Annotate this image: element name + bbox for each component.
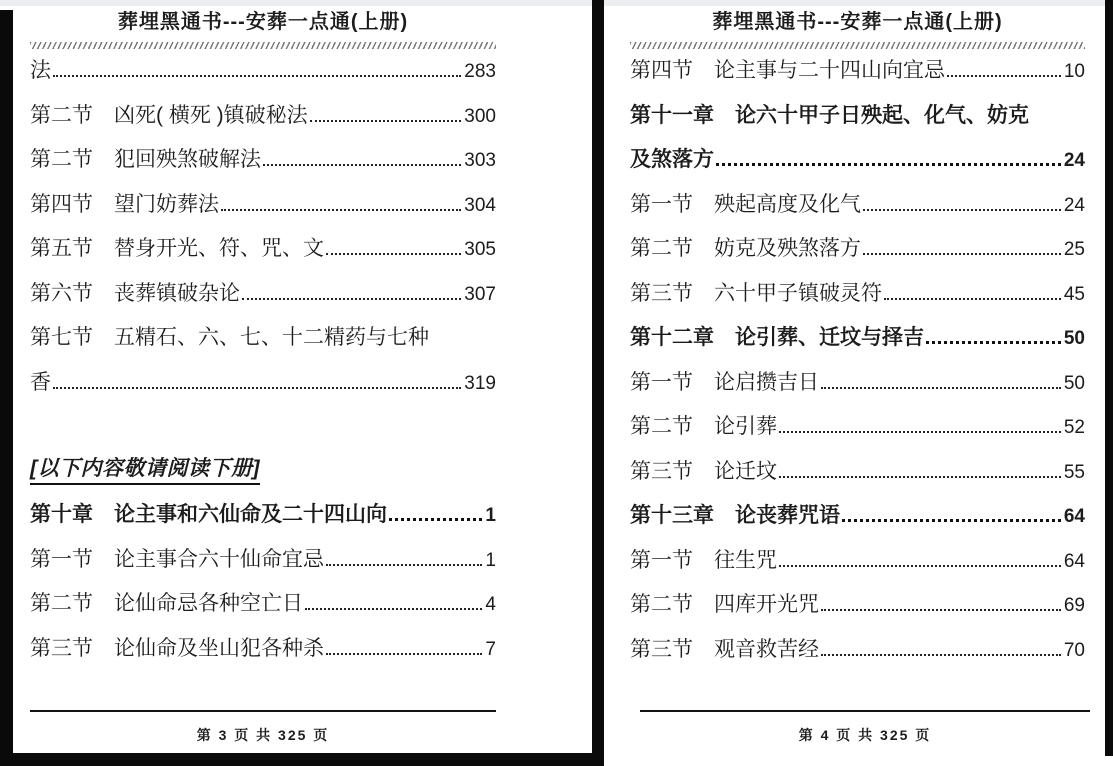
toc-page-number: 50 (1063, 372, 1085, 394)
toc-page-number: 1 (485, 505, 496, 526)
toc-list (630, 59, 1085, 682)
scan-border-left (0, 10, 13, 766)
toc-entry-title: 第四节 论主事与二十四山向宜忌 (630, 59, 945, 82)
toc-row-line (30, 503, 496, 528)
scan-border-right (1105, 0, 1113, 756)
toc-entry-title: 第三节 论仙命及坐山犯各种杀 (30, 636, 324, 660)
toc-entry-title: 第二节 论仙命忌各种空亡日 (30, 592, 303, 615)
toc-row-line (630, 59, 1085, 84)
toc-row (30, 237, 496, 282)
page-right-content (605, 9, 1104, 763)
book-title-header: 葬埋黑通书---安葬一点通(上册) (712, 11, 1003, 33)
toc-row-line (630, 415, 1085, 440)
toc-page-number: 319 (464, 372, 496, 394)
dot-leader (863, 253, 1061, 255)
toc-page-number: 303 (464, 150, 496, 171)
toc-row (30, 548, 496, 593)
dot-leader (263, 164, 461, 166)
toc-row-line (30, 104, 496, 129)
toc-page-number: 7 (485, 638, 496, 660)
toc-row (30, 592, 496, 637)
toc-entry-title: 法 (30, 59, 51, 82)
toc-row-line (630, 326, 1085, 351)
toc-row (30, 326, 496, 371)
toc-row (630, 193, 1085, 238)
toc-entry-title: 第三节 六十甲子镇破灵符 (630, 281, 882, 305)
toc-row (630, 504, 1085, 549)
toc-row-line (630, 282, 1085, 307)
toc-row-line (630, 504, 1085, 529)
toc-page-number: 70 (1063, 639, 1085, 661)
decorative-header-rule (630, 42, 1085, 49)
toc-row-line (30, 193, 496, 218)
toc-entry-title: 第二节 四库开光咒 (630, 593, 819, 616)
toc-entry-title: 第三节 论迁坟 (630, 459, 777, 483)
dot-leader (53, 75, 461, 77)
toc-row (30, 282, 496, 327)
toc-row-line (630, 593, 1085, 618)
toc-row-line (630, 549, 1085, 574)
toc-page-number: 304 (464, 194, 496, 216)
toc-entry-title: 第十一章 论六十甲子日殃起、化气、妨克 (630, 103, 1029, 127)
footer-rule (640, 710, 1090, 712)
notice-row (30, 457, 496, 503)
dot-leader (242, 298, 461, 300)
page-left (14, 6, 591, 760)
toc-row-line (630, 638, 1085, 663)
toc-entry-title: 第六节 丧葬镇破杂论 (30, 281, 240, 305)
toc-entry-title: 第一节 殃起高度及化气 (630, 192, 861, 216)
toc-page-number: 64 (1063, 550, 1085, 572)
decorative-header-rule (30, 42, 496, 49)
toc-row (30, 637, 496, 682)
toc-row-line (630, 460, 1085, 485)
toc-row-line (30, 637, 496, 662)
page-number-text: 第 4 页 共 325 页 (798, 727, 932, 743)
scan-border-bottom (0, 753, 599, 766)
toc-row (630, 104, 1085, 149)
toc-row (630, 371, 1085, 416)
footer-rule (30, 710, 496, 712)
toc-entry-title: 第七节 五精石、六、七、十二精药与七种 (30, 326, 429, 349)
toc-entry-title: 第五节 替身开光、符、咒、文 (30, 237, 324, 260)
dot-leader (310, 120, 462, 122)
dot-leader (926, 341, 1061, 344)
toc-entry-title: 第四节 望门妨葬法 (30, 192, 219, 216)
toc-row (30, 104, 496, 149)
dot-leader (947, 75, 1061, 77)
toc-page-number: 45 (1063, 283, 1085, 305)
toc-row-line (630, 193, 1085, 218)
toc-row (30, 503, 496, 548)
toc-list-bottom (30, 503, 496, 681)
toc-entry-title: 第二节 论引葬 (630, 415, 777, 438)
page-footer (640, 710, 1090, 745)
toc-page-number: 10 (1063, 61, 1085, 82)
toc-entry-title: 及煞落方 (630, 148, 714, 171)
toc-entry-title: 第二节 犯回殃煞破解法 (30, 148, 261, 171)
toc-page-number: 305 (464, 239, 496, 260)
toc-row-line (30, 371, 496, 396)
toc-entry-title: 第二节 凶死( 横死 )镇破秘法 (30, 103, 308, 127)
dot-leader (221, 209, 461, 211)
toc-row (630, 237, 1085, 282)
dot-leader (779, 431, 1061, 433)
dot-leader (821, 654, 1061, 656)
toc-row-line (30, 237, 496, 262)
dot-leader (53, 387, 461, 389)
page-number-text: 第 3 页 共 325 页 (196, 727, 330, 743)
toc-row (30, 59, 496, 104)
dot-leader (716, 163, 1061, 166)
notice-text: [以下内容敬请阅读下册] (30, 457, 260, 485)
dot-leader (779, 476, 1061, 478)
toc-page-number: 69 (1063, 595, 1085, 616)
toc-row-line (30, 59, 496, 84)
toc-row (630, 460, 1085, 505)
toc-entry-title: 第一节 往生咒 (630, 548, 777, 572)
toc-row (630, 326, 1085, 371)
toc-entry-title: 第十二章 论引葬、迁坟与择吉 (630, 326, 924, 349)
toc-entry-title: 第十章 论主事和六仙命及二十四山向 (30, 503, 387, 526)
page-right (605, 6, 1104, 760)
page-footer (30, 710, 496, 745)
book-title-header: 葬埋黑通书---安葬一点通(上册) (117, 11, 409, 33)
toc-page-number: 1 (485, 549, 496, 571)
toc-row-line (630, 237, 1085, 262)
toc-row (30, 193, 496, 238)
toc-row (30, 148, 496, 193)
toc-row (30, 371, 496, 416)
dot-leader (305, 608, 482, 610)
dot-leader (884, 298, 1061, 300)
toc-row (630, 638, 1085, 683)
toc-page-number: 307 (464, 283, 496, 305)
page-left-content (14, 9, 591, 763)
toc-page-number: 283 (464, 61, 496, 82)
toc-row-line (30, 148, 496, 173)
toc-row-line (30, 592, 496, 617)
toc-row (630, 415, 1085, 460)
toc-row-line (30, 548, 496, 573)
toc-page-number: 300 (464, 105, 496, 127)
toc-list-top (30, 59, 496, 415)
toc-row-line (30, 282, 496, 307)
toc-row-line (630, 371, 1085, 396)
toc-page-number: 55 (1063, 461, 1085, 483)
toc-page-number: 24 (1063, 150, 1085, 171)
toc-page-number: 24 (1063, 194, 1085, 216)
dot-leader (389, 518, 482, 521)
dot-leader (842, 519, 1061, 522)
toc-row (630, 282, 1085, 327)
toc-page-number: 52 (1063, 417, 1085, 438)
toc-entry-title: 第一节 论启攒吉日 (630, 370, 819, 394)
toc-row-line (630, 104, 1085, 128)
dot-leader (821, 387, 1061, 389)
scan-border-middle (592, 0, 604, 766)
dot-leader (863, 209, 1061, 211)
toc-page-number: 50 (1063, 328, 1085, 349)
toc-row-line (630, 148, 1085, 173)
dot-leader (821, 609, 1061, 611)
dot-leader (326, 653, 482, 655)
toc-entry-title: 第十三章 论丧葬咒语 (630, 504, 840, 527)
dot-leader (326, 253, 461, 255)
toc-page-number: 4 (485, 594, 496, 615)
toc-entry-title: 第二节 妨克及殃煞落方 (630, 237, 861, 260)
toc-entry-title: 香 (30, 370, 51, 394)
toc-entry-title: 第一节 论主事合六十仙命宜忌 (30, 547, 324, 571)
dot-leader (779, 565, 1061, 567)
toc-row (630, 59, 1085, 104)
toc-page-number: 64 (1063, 506, 1085, 527)
toc-row (630, 593, 1085, 638)
dot-leader (326, 564, 482, 566)
toc-row-line (30, 326, 496, 350)
toc-page-number: 25 (1063, 239, 1085, 260)
toc-row (630, 549, 1085, 594)
toc-row (630, 148, 1085, 193)
toc-entry-title: 第三节 观音救苦经 (630, 637, 819, 661)
